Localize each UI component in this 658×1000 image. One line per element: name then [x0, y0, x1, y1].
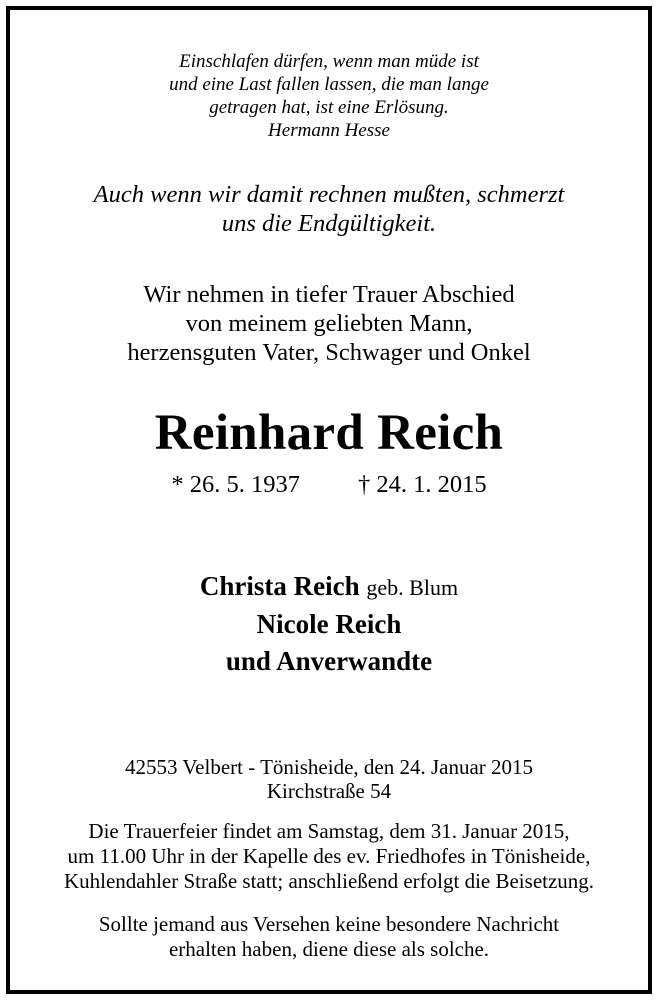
notice-line: Sollte jemand aus Versehen keine besondere Nachricht	[98, 912, 560, 936]
phrase-line: uns die Endgültigkeit.	[221, 210, 437, 237]
death-date: † 24. 1. 2015	[358, 471, 487, 498]
mourner-line	[0, 606, 658, 643]
service-line: Kuhlendahler Straße statt; anschließend erfolgt die Beisetzung.	[63, 869, 595, 893]
quote-line: Einschlafen dürfen, wenn man müde ist	[179, 51, 479, 72]
quote-line: und eine Last fallen lassen, die man lange	[169, 74, 489, 95]
announcement-line: herzensguten Vater, Schwager und Onkel	[127, 339, 531, 366]
hesse-quote	[0, 50, 658, 142]
mourners-list	[0, 568, 658, 680]
mourner-name: Christa Reich	[199, 571, 360, 601]
mourner-relatives: und Anverwandte	[225, 646, 433, 676]
deceased-name: Reinhard Reich	[154, 405, 504, 461]
service-line: um 11.00 Uhr in der Kapelle des ev. Friedhofes in Tönisheide,	[67, 844, 591, 868]
mourner-maiden-name: geb. Blum	[366, 575, 459, 600]
life-dates	[0, 470, 658, 500]
mourner-line	[0, 568, 658, 606]
grief-phrase	[0, 180, 658, 238]
mourner-line	[0, 643, 658, 680]
quote-author: Hermann Hesse	[268, 120, 390, 141]
funeral-service-info	[0, 819, 658, 894]
phrase-line: Auch wenn wir damit rechnen mußten, schmerzt	[93, 181, 565, 208]
birth-date: * 26. 5. 1937	[171, 471, 300, 498]
announcement-line: von meinem geliebten Mann,	[185, 310, 473, 337]
place-and-date: 42553 Velbert - Tönisheide, den 24. Januar 2015	[124, 755, 534, 779]
notice-line: erhalten haben, diene diese als solche.	[168, 937, 490, 961]
farewell-announcement	[0, 280, 658, 367]
street-address: Kirchstraße 54	[266, 779, 392, 803]
notification-notice	[0, 912, 658, 962]
service-line: Die Trauerfeier findet am Samstag, dem 31. Januar 2015,	[88, 819, 570, 843]
mourner-name: Nicole Reich	[256, 609, 402, 639]
quote-line: getragen hat, ist eine Erlösung.	[209, 97, 449, 118]
address-block	[0, 755, 658, 803]
announcement-line: Wir nehmen in tiefer Trauer Abschied	[143, 281, 515, 308]
